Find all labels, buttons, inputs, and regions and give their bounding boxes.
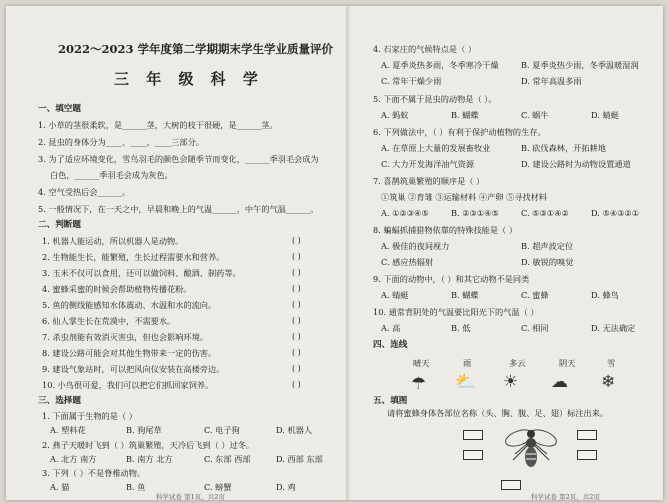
choice-q3: 3. 下列（ ）不是脊椎动物。 [42,468,146,478]
choice-option: D. 无法确定 [591,323,636,333]
fill-q5: 5. 一般情况下，在一天之中，早晨和晚上的气温______，中午的气温______。 [38,204,319,214]
choice-option: B. 低 [451,323,471,333]
choice-option: C. 常年干燥少雨 [381,76,442,86]
choice-option: A. 夏季炎热多雨，冬季寒冷干燥 [381,60,499,70]
choice-option: B. 狗尾草 [126,425,162,435]
q7-steps: ①筑巢 ②育雏 ③运输材料 ④产卵 ⑤寻找材料 [381,192,547,202]
choice-option: B. 鱼 [126,482,146,492]
choice-option: D. 蜻蜓 [591,110,619,120]
bee-diagram-icon [501,424,561,472]
answer-paren[interactable]: ( ) [292,252,301,261]
choice-q2: 2. 燕子天暖时飞到（ ）筑巢繁殖，天冷后飞到（ ）过冬。 [42,440,255,450]
judge-item: 8. 建设公路可能会对其他生物带来一定的伤害。 [42,348,217,358]
figure-instruction: 请将蜜蜂身体各部位名称（头、胸、腹、足、翅）标注出来。 [387,408,609,418]
choice-option: C. 蜜蜂 [521,290,549,300]
choice-option: B. 超声波定位 [521,241,574,251]
answer-paren[interactable]: ( ) [292,268,301,277]
choice-option: B. 蝴蝶 [451,290,479,300]
sun-icon[interactable]: ☀ [503,372,519,392]
choice-q6: 6. 下列做法中，（ ）有利于保护动植物的生存。 [373,127,546,137]
judge-item: 6. 仙人掌生长在荒漠中，不需要水。 [42,316,176,326]
choice-q5: 5. 下面不属于昆虫的动物是（ ）。 [373,94,497,104]
judge-item: 4. 蜜蜂采蜜的时候会帮助植物传播花粉。 [42,284,192,294]
answer-paren[interactable]: ( ) [292,380,301,389]
answer-paren[interactable]: ( ) [292,316,301,325]
choice-option: A. 蜻蜓 [381,290,409,300]
choice-option: D. 机器人 [276,425,313,435]
choice-option: D. 蜂鸟 [591,290,619,300]
choice-option: D. ⑤④③②① [591,208,640,218]
choice-option: C. 大力开发海洋油气资源 [381,159,475,169]
fill-q2: 2. 昆虫的身体分为____、____、____三部分。 [38,137,204,147]
weather-label[interactable]: 多云 [509,358,526,368]
choice-option: A. 塑料花 [50,425,86,435]
weather-label[interactable]: 雪 [607,358,616,368]
judge-item: 1. 机器人能运动，所以机器人是动物。 [42,236,184,246]
choice-option: C. 相同 [521,323,549,333]
fill-q4: 4. 空气受热后会______。 [38,187,131,197]
exam-title: 2022～2023 学年度第二学期期末学生学业质量评价 [58,42,334,56]
rain-cloud-icon[interactable]: ☂ [411,374,427,394]
fill-q3a: 3. 为了适应环境变化，雪鸟羽毛的颜色会随季节而变化，______季羽毛会成为 [38,154,319,164]
choice-option: C. ⑤③①④② [521,208,569,218]
choice-q8: 8. 蝙蝠抓捕猎物依靠的特殊技能是（ ） [373,225,518,235]
choice-option: B. 砍伐森林，开拓耕地 [521,143,606,153]
judge-item: 9. 建设气象站时，可以把风向仪安装在高楼旁边。 [42,364,225,374]
answer-paren[interactable]: ( ) [292,364,301,373]
judge-item: 3. 玉米不仅可以食用，还可以做饲料、酿酒、制药等。 [42,268,241,278]
snowflake-icon[interactable]: ❄ [601,372,616,392]
section-fill-blank: 一、填空题 [38,104,81,114]
choice-option: A. 高 [381,323,401,333]
choice-option: B. 南方 北方 [126,454,173,464]
choice-option: A. 极佳的夜间视力 [381,241,450,251]
page-footer: 科学试卷 第1页，共2页 [156,493,225,501]
weather-label[interactable]: 晴天 [413,358,430,368]
choice-q7: 7. 喜鹊筑巢繁殖的顺序是（ ） [373,176,485,186]
label-box[interactable] [501,480,521,490]
fill-q3b: 白色，______季羽毛会成为灰色。 [50,170,173,180]
choice-option: C. 蜗牛 [521,110,549,120]
choice-option: B. 蝴蝶 [451,110,479,120]
choice-q9: 9. 下面的动物中，（ ）和其它动物不是同类 [373,274,530,284]
choice-option: A. 北方 南方 [50,454,97,464]
exam-sheet [6,6,663,500]
choice-option: D. 敏锐的嗅觉 [521,257,574,267]
weather-label[interactable]: 雨 [463,358,472,368]
choice-option: A. 在草原上大量的发展畜牧业 [381,143,491,153]
cloud-icon[interactable]: ☁ [551,372,568,392]
judge-item: 7. 杀虫剂能有效消灭害虫，但也会影响环境。 [42,332,208,342]
choice-q1: 1. 下面属于生物的是（ ） [42,411,137,421]
weather-label[interactable]: 阴天 [559,358,576,368]
choice-option: A. 蚂蚁 [381,110,409,120]
choice-option: B. ②③①④⑤ [451,208,499,218]
choice-option: D. 鸡 [276,482,296,492]
choice-option: C. 螃蟹 [204,482,232,492]
subject-title: 三 年 级 科 学 [114,70,264,88]
fill-q1: 1. 小草的茎很柔软，是______茎，大树的枝干很硬，是______茎。 [38,120,278,130]
answer-paren[interactable]: ( ) [292,300,301,309]
choice-option: C. 电子狗 [204,425,240,435]
choice-option: D. 西部 东部 [276,454,323,464]
answer-paren[interactable]: ( ) [292,348,301,357]
judge-item: 10. 小鸟很可爱，我们可以把它们抓回家饲养。 [42,380,214,390]
label-box[interactable] [577,430,597,440]
label-box[interactable] [463,430,483,440]
section-match: 四、连线 [373,340,408,350]
choice-q4: 4. 石家庄的气候特点是（ ） [373,44,477,54]
choice-option: A. 猫 [50,482,70,492]
choice-q10: 10. 通常背阴处的气温要比阳光下的气温（ ） [373,307,539,317]
choice-option: D. 建设公路时为动物设置通道 [521,159,631,169]
section-label-figure: 五、填图 [373,396,408,406]
judge-item: 2. 生物能生长，能繁殖，生长过程需要水和营养。 [42,252,225,262]
sun-cloud-icon[interactable]: ⛅ [455,372,477,392]
answer-paren[interactable]: ( ) [292,284,301,293]
choice-option: C. 东部 西部 [204,454,251,464]
answer-paren[interactable]: ( ) [292,236,301,245]
section-judge: 二、判断题 [38,220,81,230]
page-footer: 科学试卷 第2页，共2页 [531,493,600,501]
label-box[interactable] [577,450,597,460]
choice-option: C. 感应热辐射 [381,257,434,267]
choice-option: B. 夏季炎热少雨，冬季温暖湿润 [521,60,639,70]
choice-option: A. ①②③④⑤ [381,208,429,218]
section-choice: 三、选择题 [38,396,81,406]
page-fold [346,6,351,500]
choice-option: D. 常年高温多雨 [521,76,582,86]
judge-item: 5. 鱼的侧线能感知水体震动、水温和水的流向。 [42,300,217,310]
label-box[interactable] [463,450,483,460]
answer-paren[interactable]: ( ) [292,332,301,341]
